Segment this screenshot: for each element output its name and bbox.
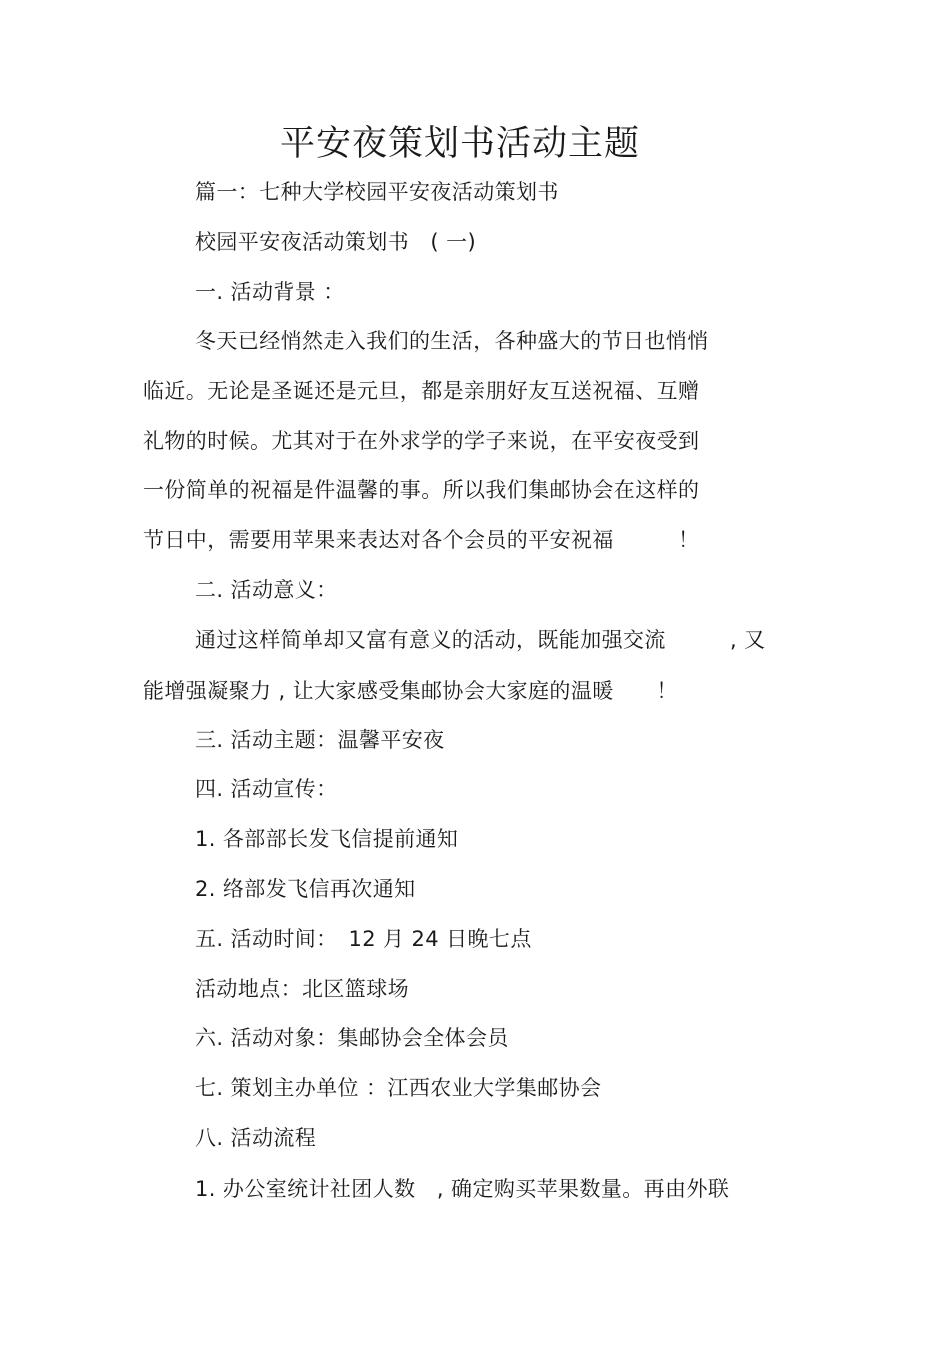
text-line-15: 2. 络部发飞信再次通知 xyxy=(195,877,416,901)
text-line-11: 能增强凝聚力 , 让大家感受集邮协会大家庭的温暖 ！ xyxy=(143,679,678,703)
text-line-6: 礼物的时候。尤其对于在外求学的学子来说，在平安夜受到 xyxy=(143,429,700,453)
text-line-3: 一. 活动背景 ： xyxy=(195,280,345,304)
text-line-18: 六. 活动对象：集邮协会全体会员 xyxy=(195,1026,509,1050)
text-line-12: 三. 活动主题：温馨平安夜 xyxy=(195,728,445,752)
text-line-16: 五. 活动时间： 12 月 24 日晚七点 xyxy=(195,927,532,951)
text-line-20: 八. 活动流程 xyxy=(195,1126,317,1150)
text-line-4: 冬天已经悄然走入我们的生活，各种盛大的节日也悄悄 xyxy=(195,329,709,353)
text-line-13: 四. 活动宣传： xyxy=(195,777,338,801)
text-line-10: 通过这样简单却又富有意义的活动，既能加强交流 , 又 xyxy=(195,628,766,652)
text-line-8: 节日中，需要用苹果来表达对各个会员的平安祝福 ！ xyxy=(143,528,700,552)
document-title: 平安夜策划书活动主题 xyxy=(279,124,640,164)
text-line-5: 临近。无论是圣诞还是元旦，都是亲朋好友互送祝福、互赠 xyxy=(143,379,700,403)
text-line-14: 1. 各部部长发飞信提前通知 xyxy=(195,827,459,851)
text-line-1: 篇一：七种大学校园平安夜活动策划书 xyxy=(195,180,559,204)
text-line-2: 校园平安夜活动策划书 ( 一) xyxy=(195,230,477,254)
text-line-19: 七. 策划主办单位 ：江西农业大学集邮协会 xyxy=(195,1076,602,1100)
text-line-9: 二. 活动意义： xyxy=(195,578,338,602)
text-line-21: 1. 办公室统计社团人数 , 确定购买苹果数量。再由外联 xyxy=(195,1177,730,1201)
text-line-7: 一份简单的祝福是件温馨的事。所以我们集邮协会在这样的 xyxy=(143,478,700,502)
text-line-17: 活动地点：北区篮球场 xyxy=(195,977,409,1001)
